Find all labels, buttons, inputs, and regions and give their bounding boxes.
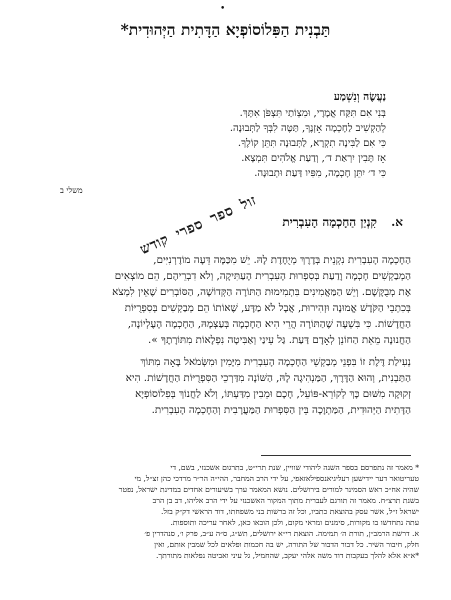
stamp-word: ספרי bbox=[173, 216, 206, 243]
footnote-divider bbox=[261, 455, 411, 456]
footnote-line: א. דרשת הרמב״ן, תורת ה׳ תמימה. הוצאת רי״א ירושלים, תש״ג, ס״ה ע״ב, פרק ו׳, סנהדרין פ׳ bbox=[144, 529, 419, 538]
body-line: הַדָּתִית הַיְּהוּדִית, הַמַּתְוָכָה בֵּין הַסִּפְרוּת הַמַּעֲרָבִית וְהַחָכְמָה הָעִבְרִית. bbox=[151, 404, 411, 416]
page-mark: • bbox=[220, 4, 226, 14]
body-line: בְּכִתְבֵי הַקֹּדֶשׁ אֱמוּנָה וּזְהִירוּת, אֲבָל לֹא מַדָּע, שֶׁאוֹתוֹ הֵם מְבַקְשִׁים בְּסִפְרֻיּוֹת bbox=[124, 302, 411, 314]
stamp-word: קודש bbox=[137, 231, 172, 259]
body-line: זְקוּקָה מִשּׁוּם כָּךְ לְקוֹרֵא-פּוֹעֵל, חָכָם וּמֵבִין מִדַּעְתּוֹ, וְלֹא לַחֲנוֹךְ בְּפִלוֹסוֹפְיָא bbox=[135, 388, 411, 400]
footnote-line: שהיה אח״כ ראש הסמינר למורים בירושלים. נושא המאמר ערך בשיעורים אחדים במדינת ישראל, נפטר bbox=[118, 485, 419, 494]
footnote-line: בשנת תרצ״ח. מאמר זה תורגם לעברית מתוך המקור האשכנזי על ידי הרב אליהו, דב בן הרב bbox=[152, 496, 419, 505]
footnote-line: עתה נתחדשו בו מקורות, סימנים ומראי מקום, ולכן הובאו כאן, לאחר עריכה ותוספות. bbox=[170, 518, 419, 527]
motto-line: בְּנִי אִם תִּקַּח אֲמָרָי, וּמִצְוֹתַי תִּצְפֹּן אִתָּךְ. bbox=[239, 108, 386, 119]
body-line: הַחֲנוּנָה מֵאֵת הַחוֹנֵן לְאָדָם דַּעַת. גַּל עֵינַי וְאַבִּיטָה נִפְלָאוֹת מִתּוֹרָתֶךָ ». bbox=[148, 334, 411, 346]
footnotes bbox=[33, 462, 419, 561]
library-stamp bbox=[134, 192, 259, 260]
body-line: הַתַּבְנִית, וְהוּא הַדֶּרֶךְ, הַמַּנְהִיגָה לָהּ, הַשּׁוֹנָה מִדַּרְכֵי הַסִּפְרֻיּוֹת הַחֲדָשׁוֹת. הִיא bbox=[125, 372, 411, 384]
body-line: אֶת מְבֻקָּשָׁם. וְיֵשׁ הַמַּאֲמִינִים בִּתְמִימוּת הַתּוֹרָה הַקְּדוֹשָׁה, הַסּוֹבְרִים שֶׁאֵין לִמְצֹא bbox=[112, 286, 411, 298]
motto-line: כִּי אִם לַבִּינָה תִקְרָא, לַתְּבוּנָה תִּתֵּן קוֹלֶךָ. bbox=[237, 138, 386, 149]
body-line: הַמְבַקְשִׁים חָכְמָה וָדַעַת בְּסִפְרוּת הָעִבְרִית הָעַתִּיקָה, וְלֹא דִבְרֵיהֶם, הֵם מוֹצְאִים bbox=[114, 270, 411, 282]
footnote-line: טעריטואר דער יידישען רעליגיאנספילאזאפי, על ידי הרב המחבר, ההי״ה הר״ר מרדכי כהן זצ״ל, מי bbox=[134, 474, 419, 483]
body-line: הַחֲדָשׁוֹת. כִּי בִּשְׁעָה שֶׁהַתּוֹרָה הֲרֵי הִיא הַחָכְמָה בְּעַצְמָהּ, הַחָכְמָה הָעֶלְיוֹנָה, bbox=[127, 318, 411, 330]
footnote-line: ישראל ז״ל, אשר עסק בהוצאת כתביו, וכל זה ברשות בני משפחתו, דוד הראשי דק״ק בזל. bbox=[161, 507, 419, 516]
section-number: א. bbox=[391, 215, 403, 229]
body-line: נְעִילַת דֶּלֶת זוֹ בִּפְנֵי מְבַקְשֵׁי הַחָכְמָה הָעִבְרִית מִיָּמִין וּמִשְּׂמֹאל בָּאָה מִתּוֹךְ bbox=[140, 356, 411, 368]
stamp-word: זול bbox=[238, 192, 259, 214]
document-title: תַּבְנִית הַפִּלוֹסוֹפְיָא הַדָּתִית הַיְּהוּדִית* bbox=[120, 20, 331, 39]
body-text bbox=[33, 252, 411, 418]
motto-title: נַעֲשֶׂה וְנִשְׁמַע bbox=[333, 91, 386, 103]
motto-block bbox=[86, 90, 386, 181]
motto-source: משלי ב bbox=[60, 186, 83, 195]
footnote-line: * מאמר זה נתפרסם בספר השנה ליהודי שוויין, שנת תרי״ט, בתרגום אשכנזי, בשם, די bbox=[170, 463, 419, 472]
footnote-line: *א״א אלא להלך בעקבות דוד משה אלהי יעקב, שהחמיל, גל עיני ואביטה נפלאות מתורתך. bbox=[155, 551, 419, 560]
motto-line: כִּי ד׳ יִתֵּן חָכְמָה, מִפִּיו דַּעַת וּתְבוּנָה. bbox=[254, 168, 386, 179]
motto-line: לְהַקְשִׁיב לַחָכְמָה אָזְנֶךָ, תַּטֶּה לִבְּךָ לַתְּבוּנָה. bbox=[229, 123, 386, 134]
motto-line: אָז תָּבִין יִרְאַת ד׳, וְדַעַת אֱלֹהִים תִּמְצָא. bbox=[241, 153, 386, 164]
body-line: הַחָכְמָה הָעִבְרִית נִקְנֵית בְּדֶרֶךְ מְיֻחֶדֶת לָהּ. יֵשׁ מִכַּמָּה דֵּעָה מוֹדֶרְנִיִּים, bbox=[153, 254, 411, 266]
footnote-line: חלק, חיבור השיר. כל דבור הדבור של התורה, יש בה חכמות ופלאים לכל שמבין אותם, ואין bbox=[154, 540, 419, 549]
section-title: קִנְיַן הַחָכְמָה הָעִבְרִית bbox=[282, 215, 377, 229]
section-heading bbox=[282, 215, 403, 230]
stamp-word: ספר bbox=[207, 202, 237, 227]
